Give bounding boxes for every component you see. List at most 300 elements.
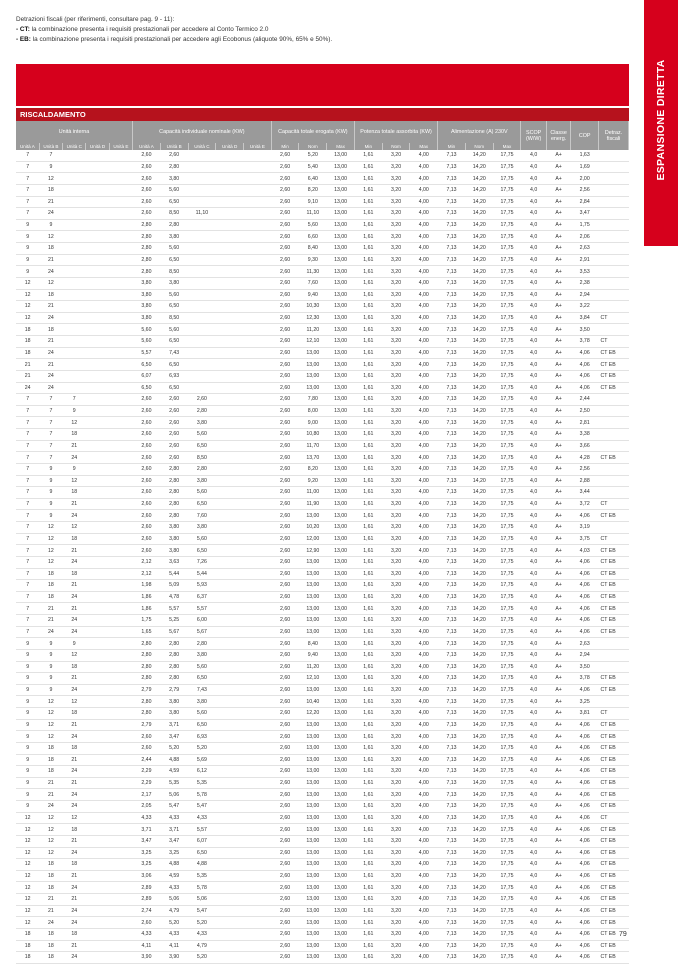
table-cell: 2,60 — [271, 905, 299, 917]
table-cell: 14,20 — [465, 254, 493, 266]
table-cell: 1,61 — [354, 905, 382, 917]
table-cell: 7,13 — [438, 952, 466, 964]
table-cell: 2,60 — [271, 487, 299, 499]
table-cell: 4,00 — [410, 277, 438, 289]
table-cell — [109, 661, 132, 673]
table-cell: 17,75 — [493, 580, 521, 592]
table-cell: 2,17 — [133, 789, 161, 801]
table-cell — [216, 254, 244, 266]
table-cell: 13,00 — [327, 312, 355, 324]
table-cell: 13,00 — [327, 475, 355, 487]
table-cell — [109, 289, 132, 301]
table-cell — [599, 243, 629, 255]
table-cell: 2,60 — [133, 487, 161, 499]
table-cell: 7 — [16, 196, 39, 208]
table-cell: 5,06 — [188, 894, 216, 906]
table-cell: 5,60 — [188, 661, 216, 673]
table-cell: CT EB — [599, 894, 629, 906]
table-cell: 3,80 — [160, 277, 188, 289]
table-cell: 13,00 — [327, 498, 355, 510]
table-cell — [86, 208, 109, 220]
table-cell: 13,00 — [327, 545, 355, 557]
table-cell: 2,60 — [271, 219, 299, 231]
table-cell: 14,20 — [465, 498, 493, 510]
table-cell — [216, 347, 244, 359]
table-cell: 13,00 — [299, 766, 327, 778]
table-cell: 2,60 — [133, 429, 161, 441]
table-cell: 3,80 — [160, 522, 188, 534]
table-cell: 7 — [16, 417, 39, 429]
table-row — [16, 917, 629, 929]
table-cell — [86, 545, 109, 557]
table-cell — [216, 556, 244, 568]
table-cell — [109, 394, 132, 406]
table-cell: 4,33 — [160, 882, 188, 894]
table-cell: 17,75 — [493, 847, 521, 859]
table-cell: 6,12 — [188, 766, 216, 778]
table-cell: 14,20 — [465, 359, 493, 371]
table-cell: 4,00 — [410, 568, 438, 580]
table-cell: 13,00 — [327, 336, 355, 348]
table-cell: 4,0 — [521, 580, 547, 592]
table-cell: 8,00 — [299, 405, 327, 417]
table-cell: 4,0 — [521, 231, 547, 243]
table-cell — [63, 184, 86, 196]
table-cell — [86, 684, 109, 696]
table-cell: 14,20 — [465, 719, 493, 731]
table-cell: A+ — [546, 661, 570, 673]
table-cell: 1,61 — [354, 312, 382, 324]
table-cell: 1,61 — [354, 661, 382, 673]
table-cell: 4,06 — [571, 952, 599, 964]
table-cell — [86, 243, 109, 255]
table-cell: 3,20 — [382, 824, 410, 836]
table-cell: 3,81 — [571, 708, 599, 720]
table-cell — [188, 370, 216, 382]
table-cell: 17,75 — [493, 510, 521, 522]
table-cell: 1,75 — [133, 615, 161, 627]
table-cell: A+ — [546, 568, 570, 580]
table-cell — [216, 870, 244, 882]
table-cell: A+ — [546, 533, 570, 545]
table-cell — [86, 754, 109, 766]
table-cell: 13,00 — [327, 684, 355, 696]
table-cell: 1,61 — [354, 336, 382, 348]
table-cell — [216, 533, 244, 545]
table-cell: 2,60 — [271, 266, 299, 278]
table-cell: A+ — [546, 243, 570, 255]
table-cell: 14,20 — [465, 812, 493, 824]
table-cell: 24 — [63, 615, 86, 627]
table-cell: 1,61 — [354, 928, 382, 940]
table-cell — [109, 382, 132, 394]
table-cell: 18 — [63, 487, 86, 499]
table-cell: 3,20 — [382, 905, 410, 917]
table-cell: 4,0 — [521, 150, 547, 161]
table-cell — [243, 498, 271, 510]
table-cell: 2,74 — [133, 905, 161, 917]
table-cell: 6,50 — [188, 498, 216, 510]
table-cell: 6,00 — [188, 615, 216, 627]
table-cell: 4,0 — [521, 429, 547, 441]
table-row — [16, 173, 629, 185]
table-row — [16, 638, 629, 650]
table-cell — [63, 382, 86, 394]
table-cell: 4,33 — [133, 928, 161, 940]
sub-header: Unità C — [63, 143, 86, 150]
heating-table — [16, 121, 629, 964]
table-cell: 7,13 — [438, 289, 466, 301]
table-cell: 5,60 — [188, 429, 216, 441]
table-cell: 5,20 — [188, 952, 216, 964]
table-cell — [63, 336, 86, 348]
table-cell: 13,00 — [327, 928, 355, 940]
table-cell: 11,30 — [299, 266, 327, 278]
table-cell — [188, 173, 216, 185]
table-cell — [63, 301, 86, 313]
table-cell: 17,75 — [493, 277, 521, 289]
table-cell: 3,90 — [133, 952, 161, 964]
table-cell: 7 — [63, 394, 86, 406]
table-cell: 6,50 — [188, 440, 216, 452]
table-cell: A+ — [546, 882, 570, 894]
table-cell: 4,00 — [410, 382, 438, 394]
table-cell: 13,00 — [327, 940, 355, 952]
table-cell: 1,61 — [354, 324, 382, 336]
table-cell: A+ — [546, 196, 570, 208]
table-cell: 1,61 — [354, 429, 382, 441]
group-potenza-totale: Potenza totale assorbita (KW) — [354, 121, 437, 143]
table-cell: 4,00 — [410, 405, 438, 417]
table-cell: 4,0 — [521, 626, 547, 638]
table-cell: 14,20 — [465, 382, 493, 394]
table-cell: 2,80 — [133, 673, 161, 685]
table-cell: 2,60 — [271, 580, 299, 592]
table-cell — [243, 359, 271, 371]
table-cell — [63, 243, 86, 255]
table-cell: 4,0 — [521, 208, 547, 220]
table-cell: 4,00 — [410, 301, 438, 313]
table-cell: A+ — [546, 847, 570, 859]
table-row — [16, 184, 629, 196]
table-cell: 4,0 — [521, 696, 547, 708]
table-cell: 2,60 — [271, 940, 299, 952]
table-cell: A+ — [546, 591, 570, 603]
table-cell: 7,13 — [438, 301, 466, 313]
table-cell — [109, 824, 132, 836]
table-cell: 2,12 — [133, 556, 161, 568]
table-cell: 11,70 — [299, 440, 327, 452]
table-cell: 4,06 — [571, 917, 599, 929]
table-cell: 13,00 — [327, 417, 355, 429]
table-cell — [216, 184, 244, 196]
table-cell — [109, 708, 132, 720]
table-cell — [243, 510, 271, 522]
table-row — [16, 870, 629, 882]
table-cell: 4,00 — [410, 789, 438, 801]
table-cell: 4,0 — [521, 510, 547, 522]
table-cell: 10,80 — [299, 429, 327, 441]
table-cell: 2,80 — [188, 405, 216, 417]
table-cell: 7,13 — [438, 742, 466, 754]
table-cell: 5,20 — [299, 150, 327, 161]
table-cell: 4,00 — [410, 708, 438, 720]
table-cell: 7,13 — [438, 184, 466, 196]
table-cell: 4,0 — [521, 370, 547, 382]
table-cell: 13,00 — [299, 556, 327, 568]
table-cell: 7,13 — [438, 173, 466, 185]
table-cell: 2,60 — [133, 917, 161, 929]
table-cell — [63, 312, 86, 324]
sub-header: Unità C — [188, 143, 216, 150]
table-cell: 2,94 — [571, 649, 599, 661]
table-cell: 4,0 — [521, 289, 547, 301]
table-cell: 9 — [39, 463, 62, 475]
table-row — [16, 161, 629, 173]
table-cell — [216, 405, 244, 417]
table-cell: 24 — [39, 626, 62, 638]
table-cell — [86, 731, 109, 743]
group-capacita-individuale: Capacità individuale nominale (KW) — [133, 121, 272, 143]
table-row — [16, 673, 629, 685]
table-cell: 14,20 — [465, 952, 493, 964]
table-cell: 18 — [39, 870, 62, 882]
table-cell: 1,61 — [354, 196, 382, 208]
table-cell: 21 — [16, 370, 39, 382]
table-cell — [599, 150, 629, 161]
table-cell: 4,00 — [410, 882, 438, 894]
table-cell: 3,20 — [382, 952, 410, 964]
table-cell: 24 — [63, 591, 86, 603]
table-cell: 13,00 — [327, 708, 355, 720]
table-cell: 4,00 — [410, 940, 438, 952]
table-cell: 7 — [16, 522, 39, 534]
table-cell: 4,06 — [571, 894, 599, 906]
table-cell: 13,00 — [299, 719, 327, 731]
table-cell: A+ — [546, 266, 570, 278]
table-cell: 7 — [39, 394, 62, 406]
table-cell: 2,60 — [188, 394, 216, 406]
table-cell: 3,72 — [571, 498, 599, 510]
table-cell: 4,06 — [571, 382, 599, 394]
table-cell: 18 — [16, 336, 39, 348]
table-cell: 4,0 — [521, 417, 547, 429]
table-cell: 12 — [63, 475, 86, 487]
table-cell: 2,29 — [133, 766, 161, 778]
table-cell — [216, 219, 244, 231]
table-cell: 13,00 — [299, 789, 327, 801]
table-cell: 9 — [16, 696, 39, 708]
table-cell: 5,47 — [188, 801, 216, 813]
table-cell: 5,78 — [188, 789, 216, 801]
table-cell — [599, 405, 629, 417]
table-cell — [243, 394, 271, 406]
table-cell: 2,60 — [271, 952, 299, 964]
table-cell — [243, 405, 271, 417]
table-cell: 7,13 — [438, 812, 466, 824]
table-cell: 4,00 — [410, 824, 438, 836]
table-cell: A+ — [546, 719, 570, 731]
table-cell: 14,20 — [465, 882, 493, 894]
table-cell: 2,80 — [133, 638, 161, 650]
table-cell: CT EB — [599, 719, 629, 731]
table-cell: 4,78 — [160, 591, 188, 603]
table-cell: 4,00 — [410, 289, 438, 301]
table-cell: 7 — [39, 429, 62, 441]
table-cell: 12,00 — [299, 533, 327, 545]
table-cell: 13,00 — [327, 742, 355, 754]
table-cell: 3,20 — [382, 801, 410, 813]
table-cell: 4,0 — [521, 522, 547, 534]
table-cell — [109, 359, 132, 371]
table-cell: 7,13 — [438, 905, 466, 917]
table-cell: 8,40 — [299, 243, 327, 255]
table-cell — [599, 440, 629, 452]
table-cell: 1,61 — [354, 277, 382, 289]
table-cell: 14,20 — [465, 440, 493, 452]
table-cell: 2,80 — [133, 243, 161, 255]
table-cell: CT — [599, 812, 629, 824]
table-cell: 13,00 — [299, 847, 327, 859]
table-cell: 21 — [39, 196, 62, 208]
table-row — [16, 429, 629, 441]
table-cell: 7,13 — [438, 638, 466, 650]
table-cell — [109, 347, 132, 359]
table-row — [16, 777, 629, 789]
table-cell: 13,00 — [327, 649, 355, 661]
table-row — [16, 254, 629, 266]
table-cell: 12 — [39, 719, 62, 731]
table-cell — [109, 742, 132, 754]
table-cell: 1,61 — [354, 673, 382, 685]
tax-notes — [16, 15, 332, 45]
table-cell: 14,20 — [465, 452, 493, 464]
table-cell: 24 — [63, 556, 86, 568]
table-cell: 7,13 — [438, 487, 466, 499]
table-cell: 2,80 — [133, 649, 161, 661]
table-cell: 3,20 — [382, 859, 410, 871]
table-cell — [599, 301, 629, 313]
table-cell: A+ — [546, 766, 570, 778]
table-cell — [109, 789, 132, 801]
table-cell: 14,20 — [465, 684, 493, 696]
table-cell: 14,20 — [465, 405, 493, 417]
table-cell: 3,20 — [382, 847, 410, 859]
table-cell: 1,61 — [354, 522, 382, 534]
table-cell: 3,20 — [382, 324, 410, 336]
table-cell: 4,0 — [521, 382, 547, 394]
table-cell: 3,80 — [188, 696, 216, 708]
table-cell: 7,13 — [438, 708, 466, 720]
table-cell: 4,0 — [521, 859, 547, 871]
table-cell: 7,13 — [438, 754, 466, 766]
table-cell: 13,00 — [299, 952, 327, 964]
table-cell: 9 — [63, 638, 86, 650]
table-cell: 14,20 — [465, 266, 493, 278]
table-cell — [86, 266, 109, 278]
table-cell: 7,13 — [438, 150, 466, 161]
table-row — [16, 370, 629, 382]
table-cell — [86, 952, 109, 964]
table-cell — [216, 487, 244, 499]
table-cell — [86, 615, 109, 627]
table-cell — [243, 429, 271, 441]
table-cell: 9 — [16, 638, 39, 650]
table-cell — [216, 208, 244, 220]
table-cell: 7,13 — [438, 649, 466, 661]
table-cell: 7 — [16, 161, 39, 173]
table-cell — [109, 754, 132, 766]
table-cell: 4,0 — [521, 661, 547, 673]
table-row — [16, 347, 629, 359]
table-cell: 14,20 — [465, 370, 493, 382]
table-cell: 4,0 — [521, 498, 547, 510]
table-cell: 1,63 — [571, 150, 599, 161]
table-cell: 7 — [39, 440, 62, 452]
table-cell: 1,86 — [133, 603, 161, 615]
table-cell: 13,00 — [299, 894, 327, 906]
table-cell: 21 — [39, 359, 62, 371]
table-cell: 13,00 — [327, 801, 355, 813]
red-banner — [16, 64, 629, 106]
table-cell: 18 — [39, 289, 62, 301]
table-cell — [109, 801, 132, 813]
table-cell: 4,00 — [410, 649, 438, 661]
table-cell: 13,00 — [299, 905, 327, 917]
table-cell: 7,13 — [438, 766, 466, 778]
table-cell: 8,50 — [188, 452, 216, 464]
table-cell: 4,0 — [521, 243, 547, 255]
table-cell: A+ — [546, 150, 570, 161]
table-cell: 4,06 — [571, 556, 599, 568]
table-cell — [243, 766, 271, 778]
table-cell: 13,00 — [327, 394, 355, 406]
table-cell: 4,0 — [521, 463, 547, 475]
table-cell: A+ — [546, 417, 570, 429]
table-cell: CT EB — [599, 452, 629, 464]
table-cell: 3,20 — [382, 150, 410, 161]
table-cell: 12 — [63, 649, 86, 661]
table-cell: 21 — [63, 498, 86, 510]
table-cell: 3,20 — [382, 673, 410, 685]
table-cell: 2,60 — [271, 766, 299, 778]
table-cell: 2,60 — [133, 173, 161, 185]
table-cell: 2,60 — [271, 498, 299, 510]
table-cell: 4,0 — [521, 766, 547, 778]
table-cell: 2,60 — [133, 510, 161, 522]
table-cell: 13,00 — [327, 859, 355, 871]
table-cell: 5,40 — [299, 161, 327, 173]
table-cell — [216, 638, 244, 650]
table-cell: 4,0 — [521, 754, 547, 766]
table-cell: 12 — [16, 301, 39, 313]
table-row — [16, 649, 629, 661]
table-cell: 17,75 — [493, 696, 521, 708]
table-cell — [63, 266, 86, 278]
table-cell: 4,00 — [410, 894, 438, 906]
table-cell: 1,61 — [354, 254, 382, 266]
table-cell: 18 — [63, 708, 86, 720]
table-cell: 2,79 — [133, 719, 161, 731]
table-cell: 13,00 — [327, 568, 355, 580]
table-cell: 14,20 — [465, 894, 493, 906]
table-cell — [216, 545, 244, 557]
table-cell: A+ — [546, 638, 570, 650]
table-cell: 2,80 — [160, 463, 188, 475]
table-cell: 7,13 — [438, 603, 466, 615]
table-cell: 17,75 — [493, 394, 521, 406]
table-cell — [243, 196, 271, 208]
